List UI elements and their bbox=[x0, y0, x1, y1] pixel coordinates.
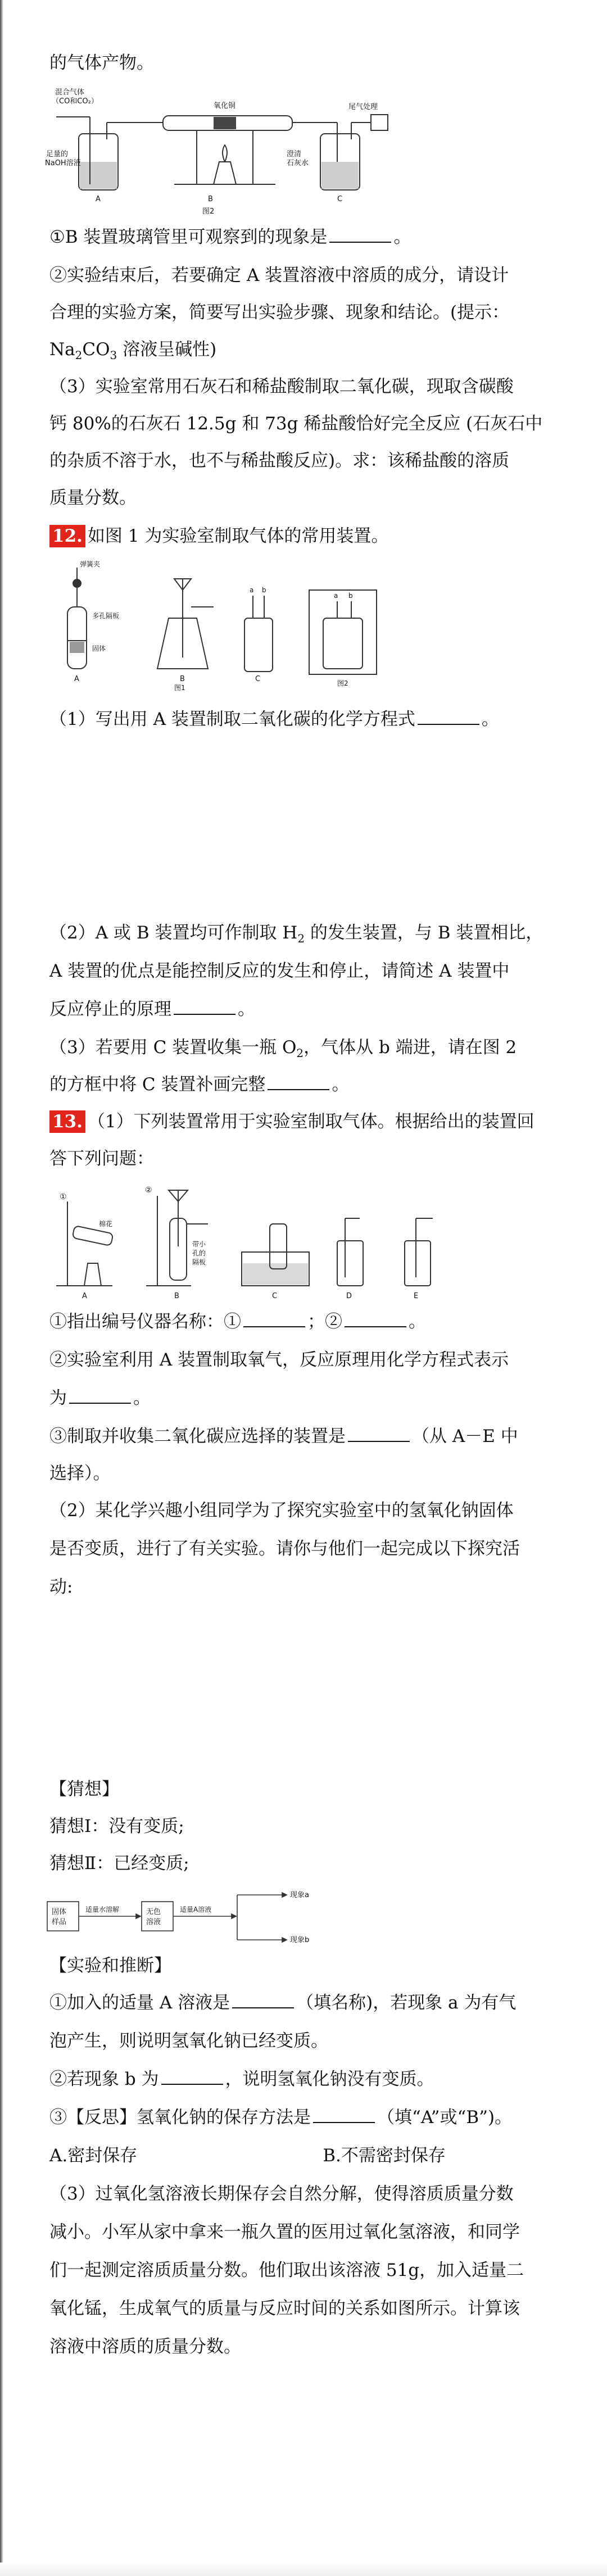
question-number: 12. bbox=[49, 525, 85, 547]
text-line: 答下列问题： bbox=[49, 1149, 154, 1169]
answer-blank[interactable] bbox=[174, 997, 235, 1015]
figure-caption-2: 图2 bbox=[337, 679, 348, 687]
answer-blank[interactable] bbox=[313, 2105, 375, 2123]
label-gas-in-2: （CO和CO₂） bbox=[52, 97, 98, 106]
label-cuo: 氧化铜 bbox=[214, 102, 236, 110]
flow-arrow-reagent: 适量A溶液 bbox=[180, 1906, 212, 1913]
label-a: A bbox=[74, 675, 79, 683]
flow-box-sample-2: 样品 bbox=[52, 1918, 67, 1926]
text-line: （3）过氧化氢溶液长期保存会自然分解，使得溶质质量分数 bbox=[49, 2184, 514, 2204]
text-line: 减小。小军从家中拿来一瓶久置的医用过氧化氢溶液，和同学 bbox=[49, 2222, 520, 2242]
text-line: （2）A 或 B 装置均可作制取 $H_2$ 的发生装置，与 B 装置相比， bbox=[49, 923, 543, 946]
answer-blank[interactable] bbox=[232, 1990, 294, 2008]
text-line: 反应停止的原理 。 bbox=[49, 996, 573, 1023]
option-b[interactable]: B.不需密封保存 bbox=[323, 2146, 446, 2166]
text-line: A 装置的优点是能控制反应的发生和停止，请简述 A 装置中 bbox=[49, 961, 510, 981]
answer-blank[interactable] bbox=[418, 707, 479, 725]
text-line: 溶液中溶质的质量分数。 bbox=[49, 2337, 241, 2357]
text-line: ①加入的适量 A 溶液是 （填名称)，若现象 a 为有气 bbox=[49, 1989, 573, 2016]
page-bottom-shadow bbox=[0, 2563, 607, 2576]
apparatus-figure-gas bbox=[45, 556, 393, 691]
label-plate-2: 孔的 bbox=[192, 1249, 206, 1257]
label-naoh-2: NaOH溶液 bbox=[45, 159, 81, 167]
flow-arrow-dissolve: 适量水溶解 bbox=[85, 1906, 120, 1913]
label-b: B bbox=[180, 675, 185, 683]
label-one: ① bbox=[60, 1192, 67, 1201]
text-line: ①指出编号仪器名称：① ；② 。 bbox=[49, 1308, 573, 1335]
label-a-port: a bbox=[250, 586, 254, 594]
apparatus-figure-co-co2 bbox=[45, 83, 393, 218]
question-number: 13. bbox=[49, 1110, 85, 1133]
answer-blank[interactable] bbox=[161, 2067, 223, 2085]
answer-blank[interactable] bbox=[243, 1309, 305, 1327]
label-c: C bbox=[272, 1292, 278, 1300]
label-solid: 固体 bbox=[92, 645, 106, 652]
figure-caption-1: 图1 bbox=[174, 684, 185, 691]
label-b-port-2: b bbox=[348, 592, 353, 600]
label-a-port-2: a bbox=[334, 592, 338, 600]
text-line: （3）实验室常用石灰石和稀盐酸制取二氧化碳，现取含碳酸 bbox=[49, 377, 514, 397]
text-line: 的方框中将 C 装置补画完整 。 bbox=[49, 1071, 573, 1098]
section-heading-guess: 【猜想】 bbox=[49, 1779, 119, 1799]
text-line: ①B 装置玻璃管里可观察到的现象是 。 bbox=[49, 224, 573, 251]
text-line: 氧化锰，生成氧气的质量与反应时间的关系如图所示。计算该 bbox=[49, 2298, 520, 2319]
answer-blank[interactable] bbox=[69, 1386, 131, 1404]
flow-diagram bbox=[45, 1886, 360, 1948]
answer-blank[interactable] bbox=[268, 1072, 329, 1090]
text-line: 们一起测定溶质质量分数。他们取出该溶液 51g，加入适量二 bbox=[49, 2260, 524, 2280]
text-line: （1）写出用 A 装置制取二氧化碳的化学方程式 。 bbox=[49, 706, 573, 733]
label-plate: 多孔隔板 bbox=[92, 612, 120, 620]
flow-box-sample: 固体 bbox=[52, 1908, 67, 1916]
label-two: ② bbox=[145, 1186, 152, 1195]
label-clip: 弹簧夹 bbox=[80, 560, 101, 568]
text-line: 为 。 bbox=[49, 1385, 573, 1412]
label-b: B bbox=[208, 195, 213, 203]
label-b-port: b bbox=[262, 586, 266, 594]
text-line: （2）某化学兴趣小组同学为了探究实验室中的氢氧化钠固体 bbox=[49, 1500, 514, 1521]
text-line: ②若现象 b 为 ，说明氢氧化钠没有变质。 bbox=[49, 2066, 573, 2093]
label-plate: 带小 bbox=[192, 1240, 206, 1248]
option-a[interactable]: A.密封保存 bbox=[49, 2146, 138, 2166]
options-line bbox=[49, 2142, 573, 2169]
text-line: 选择）。 bbox=[49, 1463, 111, 1484]
text-line: ③【反思】氢氧化钠的保存方法是 （填“A”或“B”)。 bbox=[49, 2104, 573, 2131]
label-plate-3: 隔板 bbox=[192, 1258, 206, 1266]
text-line: 是否变质，进行了有关实验。请你与他们一起完成以下探究活 bbox=[49, 1539, 520, 1559]
label-lime: 澄清 bbox=[287, 150, 302, 158]
label-gas-in: 混合气体 bbox=[55, 88, 85, 97]
question-12-heading: 12. 如图 1 为实验室制取气体的常用装置。 bbox=[49, 523, 573, 550]
text-line: ③制取并收集二氧化碳应选择的装置是 （从 A－E 中 bbox=[49, 1423, 573, 1450]
text-line: 猜想Ⅱ：已经变质; bbox=[49, 1853, 189, 1874]
question-13-heading: 13. （1）下列装置常用于实验室制取气体。根据给出的装置回 bbox=[49, 1108, 573, 1135]
label-naoh: 足量的 bbox=[46, 150, 69, 158]
text-line: 钙 80%的石灰石 12.5g 和 73g 稀盐酸恰好完全反应 (石灰石中 bbox=[49, 414, 543, 434]
flow-result-a: 现象a bbox=[290, 1891, 309, 1899]
label-a: A bbox=[82, 1292, 87, 1300]
page-edge bbox=[0, 0, 3, 2576]
label-d: D bbox=[346, 1292, 352, 1300]
flow-result-b: 现象b bbox=[290, 1936, 310, 1944]
apparatus-figure-a-e bbox=[45, 1179, 461, 1303]
text-line: $Na_2CO_3$ 溶液呈碱性) bbox=[49, 339, 217, 362]
label-e: E bbox=[414, 1292, 419, 1300]
figure-caption: 图2 bbox=[202, 207, 215, 216]
label-cotton: 棉花 bbox=[99, 1220, 113, 1228]
label-tail: 尾气处理 bbox=[348, 103, 378, 111]
text-line: （3）若要用 C 装置收集一瓶 $O_2$，气体从 b 端进，请在图 2 bbox=[49, 1037, 517, 1060]
label-c: C bbox=[337, 195, 343, 203]
text-line: ②实验结束后，若要确定 A 装置溶液中溶质的成分，请设计 bbox=[49, 265, 509, 285]
text-line: ②实验室利用 A 装置制取氧气，反应原理用化学方程式表示 bbox=[49, 1350, 509, 1370]
label-c: C bbox=[255, 675, 261, 683]
text-line: 的气体产物。 bbox=[49, 53, 154, 73]
answer-blank[interactable] bbox=[329, 225, 391, 243]
text-line: 猜想Ⅰ：没有变质; bbox=[49, 1816, 184, 1836]
answer-blank[interactable] bbox=[345, 1309, 406, 1327]
section-heading-experiment: 【实验和推断】 bbox=[49, 1956, 171, 1976]
answer-blank[interactable] bbox=[348, 1424, 410, 1442]
text-line: 泡产生，则说明氢氧化钠已经变质。 bbox=[49, 2031, 328, 2051]
flow-box-solution-2: 溶液 bbox=[146, 1918, 161, 1926]
text-line: 合理的实验方案，简要写出实验步骤、现象和结论。(提示： bbox=[49, 302, 510, 323]
flow-box-solution: 无色 bbox=[146, 1908, 161, 1916]
label-lime-2: 石灰水 bbox=[287, 159, 309, 167]
text-line: 质量分数。 bbox=[49, 488, 137, 508]
text-line: 的杂质不溶于水，也不与稀盐酸反应)。求：该稀盐酸的溶质 bbox=[49, 451, 510, 471]
label-a: A bbox=[96, 195, 101, 203]
text-line: 动: bbox=[49, 1577, 73, 1597]
label-b: B bbox=[174, 1292, 179, 1300]
